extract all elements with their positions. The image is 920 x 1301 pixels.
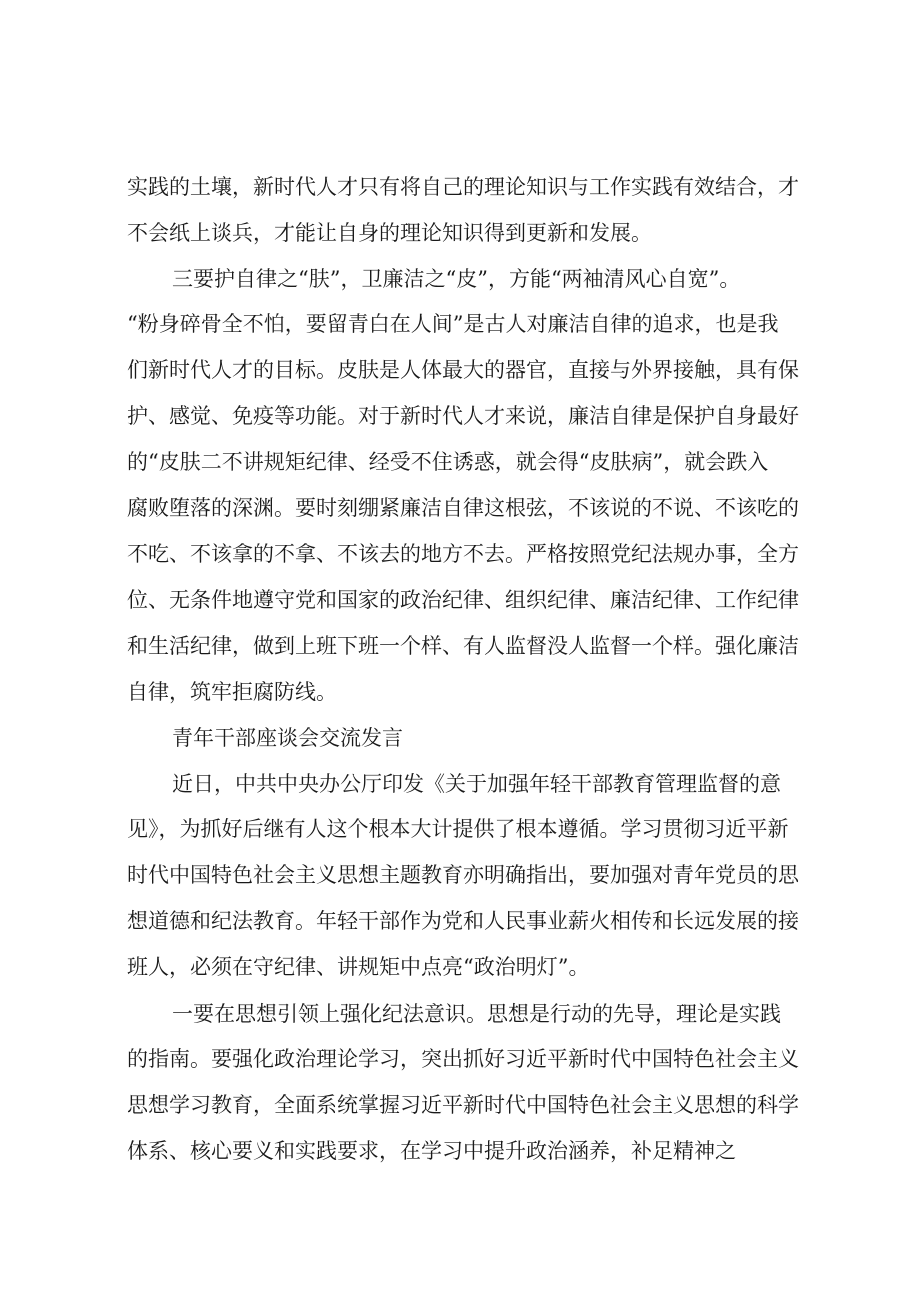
- text-line: 不吃、不该拿的不拿、不该去的地方不去。严格按照党纪法规办事，全方: [127, 542, 799, 566]
- paragraph-start-line: 一要在思想引领上强化纪法意识。思想是行动的先导，理论是实践: [172, 1002, 781, 1026]
- text-line: 自律，筑牢拒腐防线。: [127, 680, 337, 704]
- text-line: 们新时代人才的目标。皮肤是人体最大的器官，直接与外界接触，具有保: [127, 358, 799, 382]
- text-line: 位、无条件地遵守党和国家的政治纪律、组织纪律、廉洁纪律、工作纪律: [127, 588, 799, 612]
- text-line: 的指南。要强化政治理论学习，突出抓好习近平新时代中国特色社会主义: [127, 1047, 799, 1071]
- section-title: 青年干部座谈会交流发言: [172, 726, 403, 750]
- text-line: 的“皮肤二不讲规矩纪律、经受不住诱惑，就会得“皮肤病”，就会跌入: [127, 450, 769, 474]
- text-line: 和生活纪律，做到上班下班一个样、有人监督没人监督一个样。强化廉洁: [127, 634, 799, 658]
- text-line: 时代中国特色社会主义思想主题教育亦明确指出，要加强对青年党员的思: [127, 863, 799, 887]
- text-line: 班人，必须在守纪律、讲规矩中点亮“政治明灯”。: [127, 955, 590, 979]
- paragraph-start-line: 三要护自律之“肤”，卫廉洁之“皮”，方能“两袖清风心自宽”。: [172, 267, 741, 291]
- paragraph-start-line: 近日，中共中央办公厅印发《关于加强年轻干部教育管理监督的意: [172, 772, 781, 796]
- text-line: 实践的土壤，新时代人才只有将自己的理论知识与工作实践有效结合，才: [127, 175, 799, 199]
- text-line: “粉身碎骨全不怕，要留青白在人间”是古人对廉洁自律的追求，也是我: [127, 312, 779, 336]
- text-line: 想道德和纪法教育。年轻干部作为党和人民事业薪火相传和长远发展的接: [127, 909, 799, 933]
- text-line: 护、感觉、免疫等功能。对于新时代人才来说，廉洁自律是保护自身最好: [127, 404, 799, 428]
- text-line: 见》，为抓好后继有人这个根本大计提供了根本遵循。学习贯彻习近平新: [127, 817, 789, 841]
- text-line: 腐败堕落的深渊。要时刻绷紧廉洁自律这根弦，不该说的不说、不该吃的: [127, 496, 799, 520]
- text-line: 体系、核心要义和实践要求，在学习中提升政治涵养，补足精神之: [127, 1139, 736, 1163]
- text-line: 不会纸上谈兵，才能让自身的理论知识得到更新和发展。: [127, 221, 652, 245]
- text-line: 思想学习教育，全面系统掌握习近平新时代中国特色社会主义思想的科学: [127, 1093, 799, 1117]
